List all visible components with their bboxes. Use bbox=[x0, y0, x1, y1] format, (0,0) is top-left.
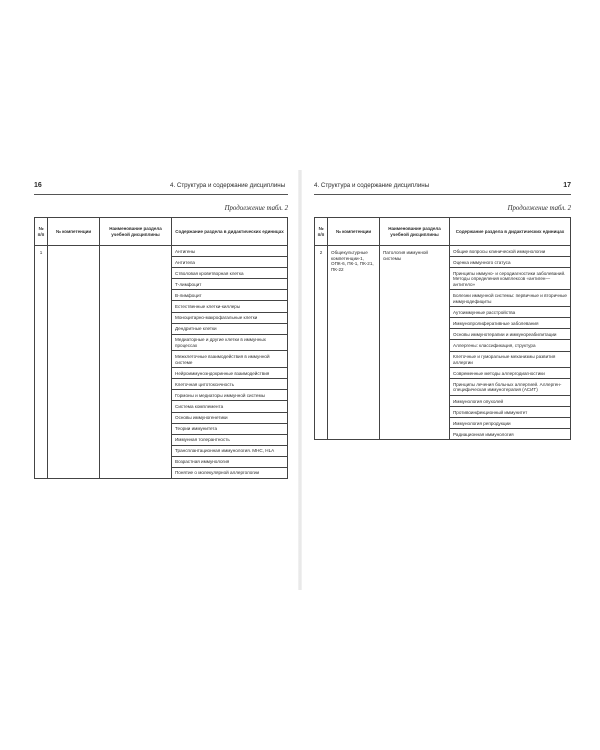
content-item: Противоинфекционный иммунитет bbox=[450, 407, 570, 418]
right-continuation-label: Продолжение табл. 2 bbox=[507, 205, 571, 212]
row-competencies: Общекультурные компетенции-1, ОПК-6, ПК-1, ПК-21, ПК-22 bbox=[328, 246, 380, 440]
book-gutter bbox=[298, 170, 302, 590]
row-content bbox=[450, 246, 571, 440]
content-item: Радиационная иммунология bbox=[453, 431, 514, 437]
col-header-num: № п/п bbox=[315, 218, 328, 246]
col-header-num: № п/п bbox=[35, 218, 48, 246]
right-page bbox=[314, 180, 571, 440]
col-header-content: Содержание раздела в дидактических единицах bbox=[450, 218, 571, 246]
content-item: Нейроиммуноэндокринные взаимодействия bbox=[172, 368, 287, 379]
content-item: Общие вопросы клинической иммунологии bbox=[450, 246, 570, 257]
content-item: Трансплантационная иммунология. МНС, HLA bbox=[172, 446, 287, 457]
content-item: Аллергены: классификация, структура bbox=[450, 340, 570, 351]
content-item-list bbox=[172, 246, 287, 478]
left-page bbox=[34, 180, 288, 479]
left-page-number: 16 bbox=[34, 182, 42, 189]
content-item: Гормоны и медиаторы иммунной системы bbox=[172, 390, 287, 401]
content-item: Современные методы аллергодиагностики bbox=[450, 368, 570, 379]
left-running-title: 4. Структура и содержание дисциплины bbox=[170, 182, 286, 189]
content-item: Теории иммунитета bbox=[172, 424, 287, 435]
content-item: Система комплемента bbox=[172, 401, 287, 412]
table-row bbox=[315, 246, 571, 440]
content-item: Иммунология опухолей bbox=[450, 396, 570, 407]
content-item: Основы иммуногенетики bbox=[172, 413, 287, 424]
right-running-title: 4. Структура и содержание дисциплины bbox=[314, 182, 430, 189]
right-table-header-row bbox=[315, 218, 571, 246]
right-discipline-table bbox=[314, 217, 571, 440]
content-item: Иммунная толерантность bbox=[172, 435, 287, 446]
content-item: В-лимфоцит bbox=[172, 290, 287, 301]
left-discipline-table bbox=[34, 217, 288, 479]
col-header-competencies: № компетенции bbox=[328, 218, 380, 246]
content-item: Антигены bbox=[172, 246, 287, 257]
content-item: Аутоиммунные расстройства bbox=[450, 307, 570, 318]
row-content bbox=[172, 246, 288, 479]
row-number: 1 bbox=[35, 246, 48, 479]
col-header-competencies: № компетенции bbox=[48, 218, 100, 246]
row-section: Патология иммунной системы bbox=[380, 246, 450, 440]
content-item: Основы иммунотерапии и иммунореабилитации bbox=[450, 329, 570, 340]
col-header-section: Наименование раздела учебной дисциплины bbox=[100, 218, 172, 246]
content-item: Принципы иммуно- и серодиагностики заболеваний. Методы определения комплексов «антиген—антитело» bbox=[450, 268, 570, 290]
content-item: Естественные клетки-киллеры bbox=[172, 301, 287, 312]
content-item: Медиаторные и другие клетки в иммунных процессах bbox=[172, 335, 287, 352]
content-item-list bbox=[450, 246, 570, 439]
content-item: Иммунопролиферативные заболевания bbox=[450, 318, 570, 329]
content-item: Межклеточные взаимодействия в иммунной системе bbox=[172, 351, 287, 368]
content-item: Болезни иммунной системы: первичные и вторичные иммунодефициты bbox=[450, 290, 570, 307]
right-page-header bbox=[314, 180, 571, 195]
content-item: Дендритные клетки bbox=[172, 324, 287, 335]
content-item: Антитела bbox=[172, 257, 287, 268]
content-item: Т-лимфоцит bbox=[172, 279, 287, 290]
content-item: Принципы лечения больных аллергией. Аллерген-специфическая иммунотерапия (АСИТ) bbox=[450, 379, 570, 396]
row-competencies bbox=[48, 246, 100, 479]
col-header-section: Наименование раздела учебной дисциплины bbox=[380, 218, 450, 246]
content-item: Клеточная цитотоксичность bbox=[172, 379, 287, 390]
content-item: Моноцитарно-макрофагальные клетки bbox=[172, 313, 287, 324]
row-section bbox=[100, 246, 172, 479]
content-item: Стволовая кроветворная клетка bbox=[172, 268, 287, 279]
content-item: Понятие о молекулярной аллергологии bbox=[175, 470, 260, 476]
col-header-content: Содержание раздела в дидактических единицах bbox=[172, 218, 288, 246]
left-table-header-row bbox=[35, 218, 288, 246]
content-item: Возрастная иммунология bbox=[172, 457, 287, 468]
table-row bbox=[35, 246, 288, 479]
right-page-number: 17 bbox=[563, 182, 571, 189]
content-item: Клеточные и гуморальные механизмы развития аллергии bbox=[450, 352, 570, 369]
content-item: Оценка иммунного статуса bbox=[450, 257, 570, 268]
left-continuation-label: Продолжение табл. 2 bbox=[224, 205, 288, 212]
content-item: Иммунология репродукции bbox=[450, 418, 570, 429]
left-page-header bbox=[34, 180, 288, 195]
row-number: 2 bbox=[315, 246, 328, 440]
